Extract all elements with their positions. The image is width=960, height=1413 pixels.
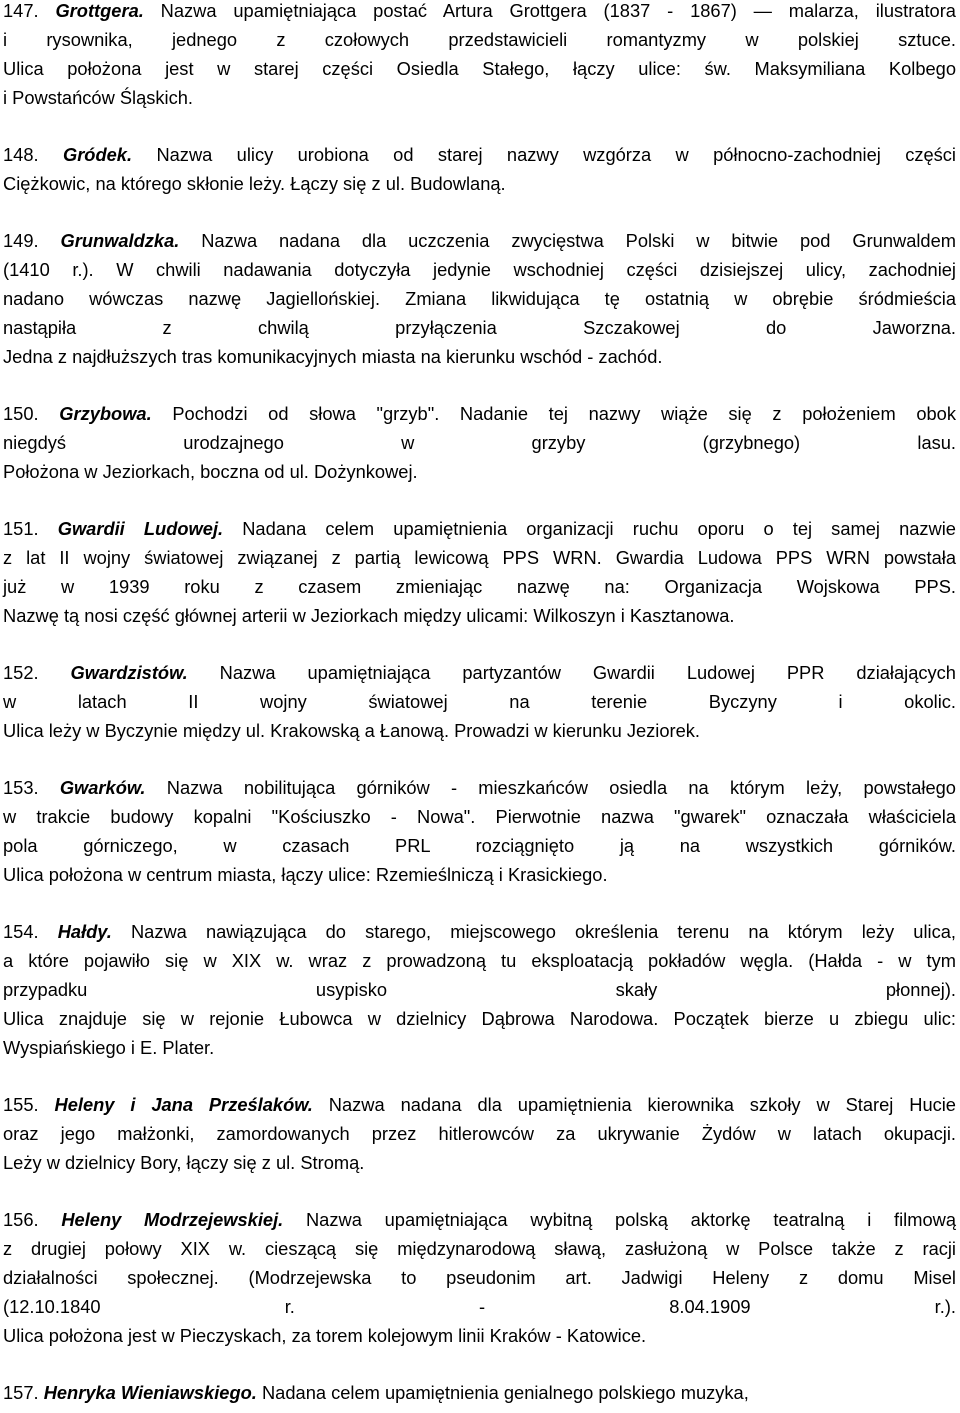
entry-line (3, 342, 956, 371)
entry-line (3, 428, 956, 457)
entry-line (3, 1119, 956, 1148)
entry-line (3, 1321, 956, 1350)
street-entry (3, 1378, 956, 1407)
entry-text: Ulica położona jest w starej części Osiedla Stałego, łączy ulice: św. Maksymiliana Kolbego (3, 58, 956, 79)
entry-text: Nazwa ulicy urobiona od starej nazwy wzgórza w północno-zachodniej części (156, 144, 956, 165)
entry-line (3, 1090, 956, 1119)
street-name: Henryka Wieniawskiego. (43, 1382, 257, 1403)
street-name: Gródek. (62, 144, 133, 165)
entry-text: Jedna z najdłuższych tras komunikacyjnych miasta na kierunku wschód - zachód. (3, 346, 663, 367)
entry-line (3, 1263, 956, 1292)
entry-line (3, 514, 956, 543)
street-entry (3, 399, 956, 486)
entry-line (3, 572, 956, 601)
entry-spacer (3, 112, 956, 140)
entry-spacer (3, 1350, 956, 1378)
entry-line (3, 1004, 956, 1033)
entry-text: w trakcie budowy kopalni "Kościuszko - Nowa". Pierwotnie nazwa "gwarek" oznaczała właściciela (3, 806, 956, 827)
entry-number: 155. (3, 1094, 39, 1115)
street-entry (3, 226, 956, 371)
entry-spacer (3, 745, 956, 773)
street-name: Grunwaldzka. (60, 230, 180, 251)
entry-line (3, 1205, 956, 1234)
entry-line (3, 658, 956, 687)
entry-text: (1410 r.). W chwili nadawania dotyczyła jedynie wschodniej części dzisiejszej ulicy, zachodniej (3, 259, 956, 280)
street-name: Heleny Modrzejewskiej. (61, 1209, 284, 1230)
entry-text: z lat II wojny światowej związanej z partią lewicową PPS WRN. Gwardia Ludowa PPS WRN powstała (3, 547, 956, 568)
entry-spacer (3, 371, 956, 399)
entry-line (3, 399, 956, 428)
street-name: Heleny i Jana Prześlaków. (54, 1094, 313, 1115)
street-name: Grottgera. (55, 0, 144, 21)
entry-text: z drugiej połowy XIX w. cieszącą się międzynarodową sławą, zasłużoną w Polsce także z racji (3, 1238, 956, 1259)
entry-text: Ulica leży w Byczynie między ul. Krakowską a Łanową. Prowadzi w kierunku Jeziorek. (3, 720, 700, 741)
entry-text: Nazwa nadana dla uczczenia zwycięstwa Polski w bitwie pod Grunwaldem (201, 230, 956, 251)
entry-line (3, 457, 956, 486)
entry-number: 149. (3, 230, 39, 251)
entry-text: pola górniczego, w czasach PRL rozciągnięto ją na wszystkich górników. (3, 835, 956, 856)
entry-text: Pochodzi od słowa "grzyb". Nadanie tej nazwy wiąże się z położeniem obok (172, 403, 956, 424)
entry-spacer (3, 1062, 956, 1090)
entry-text: Ulica położona w centrum miasta, łączy ulice: Rzemieślniczą i Krasickiego. (3, 864, 608, 885)
entry-text: i rysownika, jednego z czołowych przedstawicieli romantyzmy w polskiej sztuce. (3, 29, 956, 50)
entry-number: 154. (3, 921, 39, 942)
entry-text: już w 1939 roku z czasem zmieniając nazwę na: Organizacja Wojskowa PPS. (3, 576, 956, 597)
street-name: Grzybowa. (59, 403, 152, 424)
street-name: Gwarków. (59, 777, 146, 798)
entry-text: Nazwa upamiętniająca partyzantów Gwardii Ludowej PPR działających (219, 662, 956, 683)
entry-line (3, 917, 956, 946)
entry-number: 157. (3, 1382, 39, 1403)
entry-line (3, 169, 956, 198)
entry-text: Ciężkowic, na którego skłonie leży. Łączy się z ul. Budowlaną. (3, 173, 506, 194)
entry-spacer (3, 198, 956, 226)
street-entry (3, 1205, 956, 1350)
entry-number: 156. (3, 1209, 39, 1230)
entry-line (3, 1148, 956, 1177)
entry-text: i Powstańców Śląskich. (3, 87, 193, 108)
entry-text: Leży w dzielnicy Bory, łączy się z ul. Stromą. (3, 1152, 365, 1173)
entry-line (3, 0, 956, 25)
street-entry (3, 773, 956, 889)
entry-line (3, 226, 956, 255)
entry-text: nastąpiła z chwilą przyłączenia Szczakowej do Jaworzna. (3, 317, 956, 338)
entry-number: 152. (3, 662, 39, 683)
entry-text: nadano wówczas nazwę Jagiellońskiej. Zmiana likwidująca tę ostatnią w obrębie śródmieścia (3, 288, 956, 309)
entry-line (3, 1292, 956, 1321)
entry-text: Nazwa nadana dla upamiętnienia kierownika szkoły w Starej Hucie (328, 1094, 956, 1115)
entry-spacer (3, 889, 956, 917)
entry-number: 151. (3, 518, 39, 539)
entry-line (3, 601, 956, 630)
entry-text: a które pojawiło się w XIX w. wraz z prowadzoną tu eksploatacją pokładów węgla. (Hałda - w tym (3, 950, 956, 971)
entry-line (3, 1033, 956, 1062)
entry-line (3, 54, 956, 83)
entry-line (3, 831, 956, 860)
entry-line (3, 802, 956, 831)
entry-text: Nadana celem upamiętnienia genialnego polskiego muzyka, (261, 1382, 749, 1403)
entry-text: Nazwa upamiętniająca wybitną polską aktorkę teatralną i filmową (305, 1209, 956, 1230)
entry-text: Nazwa upamiętniająca postać Artura Grottgera (1837 - 1867) — malarza, ilustratora (160, 0, 956, 21)
entry-line (3, 1378, 956, 1407)
entry-number: 148. (3, 144, 39, 165)
entry-number: 153. (3, 777, 39, 798)
entry-line (3, 946, 956, 975)
street-name: Hałdy. (57, 921, 112, 942)
entry-text: Nadana celem upamiętnienia organizacji ruchu oporu o tej samej nazwie (242, 518, 956, 539)
entry-text: Ulica położona jest w Pieczyskach, za torem kolejowym linii Kraków - Katowice. (3, 1325, 647, 1346)
entry-text: Nazwa nawiązująca do starego, miejscowego określenia terenu na którym leży ulica, (130, 921, 956, 942)
entry-spacer (3, 486, 956, 514)
street-entry (3, 1090, 956, 1177)
entry-line (3, 975, 956, 1004)
entry-text: działalności społecznej. (Modrzejewska to pseudonim art. Jadwigi Heleny z domu Misel (3, 1267, 956, 1288)
street-name: Gwardii Ludowej. (57, 518, 224, 539)
entry-text: przypadku usypisko skały płonnej). (3, 979, 956, 1000)
entry-line (3, 284, 956, 313)
street-entry (3, 140, 956, 198)
street-entry (3, 658, 956, 745)
entry-text: Położona w Jeziorkach, boczna od ul. Dożynkowej. (3, 461, 418, 482)
entry-spacer (3, 1177, 956, 1205)
entry-text: oraz jego małżonki, zamordowanych przez hitlerowców za ukrywanie Żydów w latach okupacji. (3, 1123, 956, 1144)
entry-text: niegdyś urodzajnego w grzyby (grzybnego) lasu. (3, 432, 956, 453)
entry-text: (12.10.1840 r. - 8.04.1909 r.). (3, 1296, 956, 1317)
entry-number: 150. (3, 403, 39, 424)
entry-spacer (3, 630, 956, 658)
entry-text: Nazwę tą nosi część głównej arterii w Jeziorkach między ulicami: Wilkoszyn i Kasztanowa. (3, 605, 735, 626)
entry-text: w latach II wojny światowej na terenie Byczyny i okolic. (3, 691, 956, 712)
entry-text: Ulica znajduje się w rejonie Łubowca w dzielnicy Dąbrowa Narodowa. Początek bierze u zbiegu ulic: (3, 1008, 956, 1029)
entry-line (3, 860, 956, 889)
entry-line (3, 773, 956, 802)
street-entry (3, 0, 956, 112)
entry-line (3, 716, 956, 745)
entry-line (3, 687, 956, 716)
street-entry (3, 917, 956, 1062)
entry-line (3, 543, 956, 572)
entry-text: Wyspiańskiego i E. Plater. (3, 1037, 215, 1058)
entry-line (3, 255, 956, 284)
entry-line (3, 83, 956, 112)
entry-line (3, 313, 956, 342)
street-name: Gwardzistów. (70, 662, 188, 683)
entry-line (3, 1234, 956, 1263)
entry-number: 147. (3, 0, 39, 21)
entry-text: Nazwa nobilitująca górników - mieszkańców osiedla na którym leży, powstałego (166, 777, 956, 798)
entry-line (3, 140, 956, 169)
entry-line (3, 25, 956, 54)
street-entry (3, 514, 956, 630)
